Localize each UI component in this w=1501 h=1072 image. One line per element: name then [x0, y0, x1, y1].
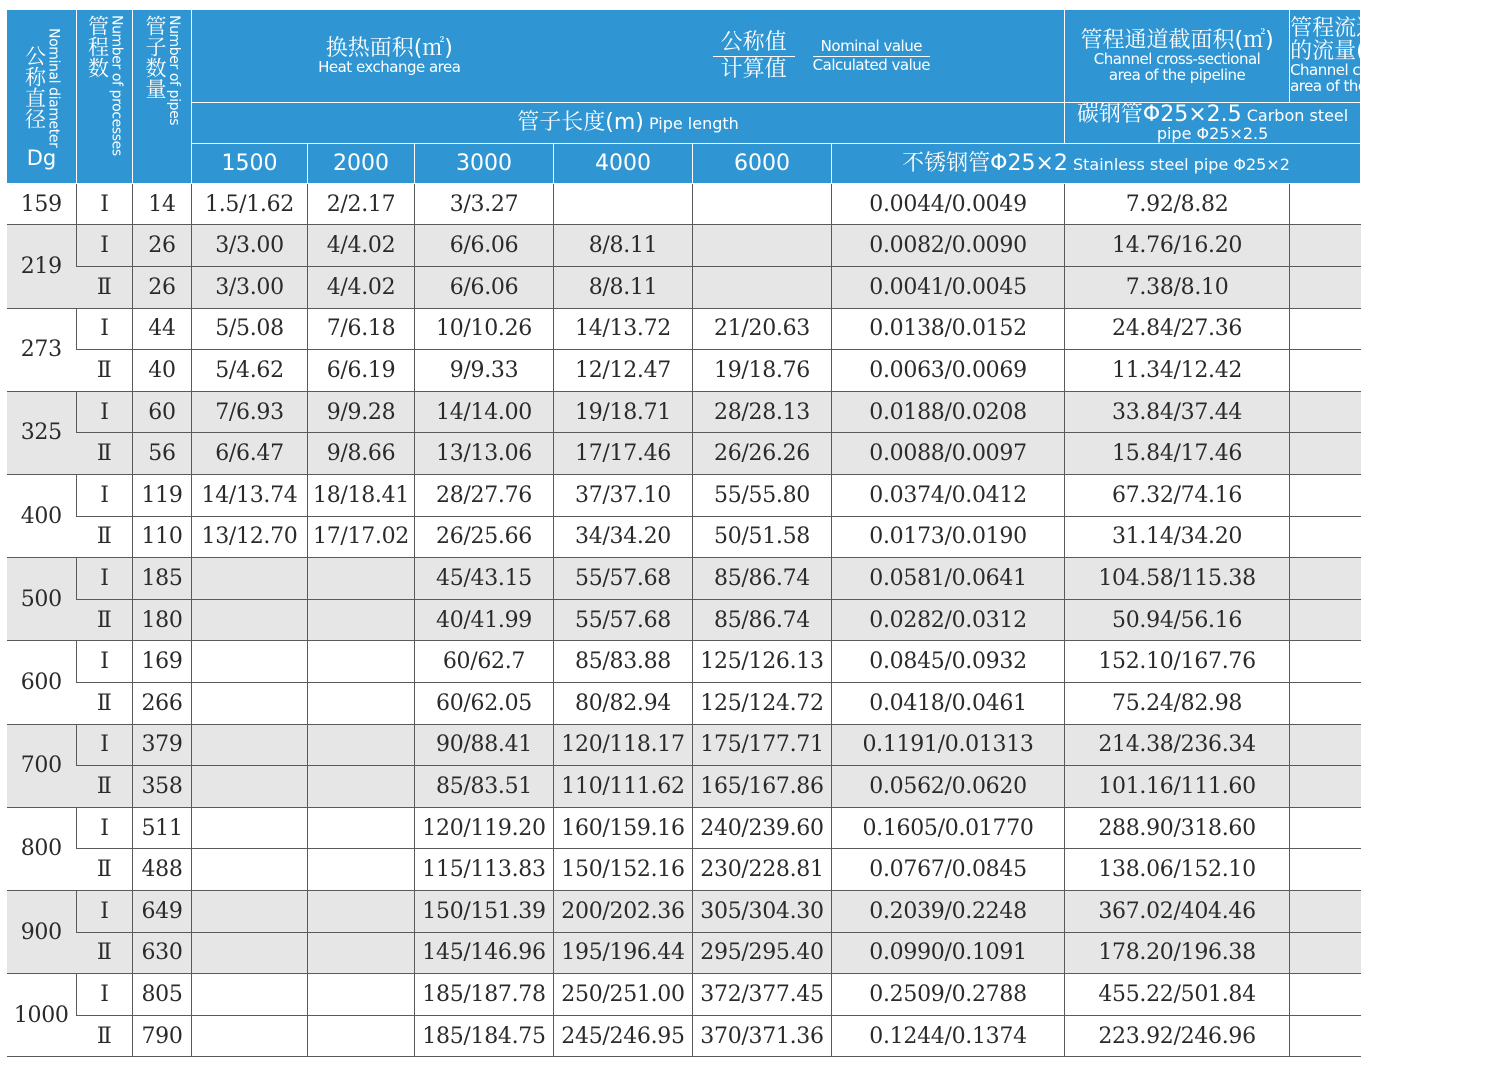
processes-cn-label: 管程数	[85, 15, 110, 79]
cell-channel-area: 0.0767/0.0845	[832, 849, 1065, 891]
cell-area-1500: 13/12.70	[192, 516, 308, 558]
cell-area-4000: 8/8.11	[554, 267, 693, 309]
cell-flow: 50.94/56.16	[1065, 599, 1290, 641]
table-row	[7, 391, 1361, 433]
cell-pipes: 14	[133, 183, 192, 225]
cell-area-4000: 34/34.20	[554, 516, 693, 558]
cell-processes: Ⅱ	[77, 599, 133, 641]
cell-area-4000: 110/111.62	[554, 766, 693, 808]
cell-area-4000: 160/159.16	[554, 807, 693, 849]
cell-area-3000: 13/13.06	[415, 433, 554, 475]
cell-design-pressure	[1290, 641, 1361, 683]
cell-area-1500	[192, 683, 308, 725]
cell-area-4000: 120/118.17	[554, 724, 693, 766]
table-row	[7, 267, 1361, 309]
cell-flow: 31.14/34.20	[1065, 516, 1290, 558]
cell-area-6000: 370/371.36	[693, 1015, 832, 1057]
channel-en2-label: area of the pipeline	[1108, 65, 1246, 84]
cell-channel-area: 0.0063/0.0069	[832, 350, 1065, 392]
cell-channel-area: 0.2039/0.2248	[832, 890, 1065, 932]
cell-area-4000: 245/246.95	[554, 1015, 693, 1057]
cell-pipes: 180	[133, 599, 192, 641]
stainless-en-label: Stainless steel pipe Φ25×2	[1073, 154, 1290, 174]
cell-pipes: 26	[133, 225, 192, 267]
cell-area-2000	[308, 807, 415, 849]
cell-nominal-diameter: 700	[7, 724, 77, 807]
cell-nominal-diameter: 1000	[7, 974, 77, 1057]
cell-processes: Ⅱ	[77, 683, 133, 725]
cell-design-pressure	[1290, 724, 1361, 766]
cell-area-4000: 17/17.46	[554, 433, 693, 475]
table-row	[7, 516, 1361, 558]
cell-area-2000: 9/8.66	[308, 433, 415, 475]
table-row	[7, 433, 1361, 475]
header-length-1500	[192, 143, 308, 183]
cell-area-3000: 185/187.78	[415, 974, 554, 1016]
cell-area-2000	[308, 1015, 415, 1057]
cell-nominal-diameter: 600	[7, 641, 77, 724]
cell-pipes: 40	[133, 350, 192, 392]
cell-area-4000: 19/18.71	[554, 391, 693, 433]
cell-area-3000: 150/151.39	[415, 890, 554, 932]
cell-area-4000: 80/82.94	[554, 683, 693, 725]
cell-pipes: 488	[133, 849, 192, 891]
pipe-length-en-label: Pipe length	[648, 114, 739, 134]
cell-pipes: 511	[133, 807, 192, 849]
cell-area-4000: 8/8.11	[554, 225, 693, 267]
cell-area-4000: 14/13.72	[554, 308, 693, 350]
cell-area-6000: 50/51.58	[693, 516, 832, 558]
cell-pipes: 790	[133, 1015, 192, 1057]
pipe-length-cn-label: 管子长度(m)	[517, 110, 644, 136]
cell-area-6000	[693, 267, 832, 309]
cell-area-1500	[192, 641, 308, 683]
spec-table-container	[6, 9, 1501, 1057]
cell-channel-area: 0.0044/0.0049	[832, 183, 1065, 225]
nominal-cn-label: 公称值	[713, 31, 795, 56]
cell-area-4000: 195/196.44	[554, 932, 693, 974]
cell-pipes: 44	[133, 308, 192, 350]
cell-area-1500	[192, 1015, 308, 1057]
cell-area-2000	[308, 766, 415, 808]
cell-processes: Ⅱ	[77, 433, 133, 475]
cell-area-3000: 28/27.76	[415, 475, 554, 517]
cell-channel-area: 0.0562/0.0620	[832, 766, 1065, 808]
cell-flow: 214.38/236.34	[1065, 724, 1290, 766]
calculated-en-label: Calculated value	[812, 55, 930, 74]
cell-flow: 11.34/12.42	[1065, 350, 1290, 392]
cell-processes: Ⅰ	[77, 308, 133, 350]
cell-area-2000	[308, 890, 415, 932]
cell-design-pressure	[1290, 683, 1361, 725]
header-length-4000	[554, 143, 693, 183]
table-row	[7, 599, 1361, 641]
cell-area-6000: 125/126.13	[693, 641, 832, 683]
cell-processes: Ⅰ	[77, 183, 133, 225]
heat-exchanger-spec-table	[6, 9, 1501, 1057]
cell-flow: 7.92/8.82	[1065, 183, 1290, 225]
cell-area-1500	[192, 807, 308, 849]
cell-channel-area: 0.0418/0.0461	[832, 683, 1065, 725]
cell-processes: Ⅰ	[77, 641, 133, 683]
cell-area-3000: 60/62.7	[415, 641, 554, 683]
cell-design-pressure	[1290, 267, 1361, 309]
cell-channel-area: 0.0088/0.0097	[832, 433, 1065, 475]
cell-area-1500	[192, 599, 308, 641]
cell-channel-area: 0.1244/0.1374	[832, 1015, 1065, 1057]
cell-area-1500: 1.5/1.62	[192, 183, 308, 225]
table-body	[7, 183, 1361, 1056]
cell-processes: Ⅱ	[77, 849, 133, 891]
cell-nominal-diameter: 800	[7, 807, 77, 890]
cell-flow: 455.22/501.84	[1065, 974, 1290, 1016]
cell-processes: Ⅱ	[77, 766, 133, 808]
length-label: 3000	[456, 150, 512, 176]
cell-area-2000: 7/6.18	[308, 308, 415, 350]
cell-pipes: 266	[133, 683, 192, 725]
cell-pipes: 26	[133, 267, 192, 309]
cell-area-6000: 175/177.71	[693, 724, 832, 766]
cell-pipes: 358	[133, 766, 192, 808]
header-nominal-diameter	[7, 10, 77, 184]
cell-design-pressure	[1290, 433, 1361, 475]
cell-pipes: 379	[133, 724, 192, 766]
cell-area-3000: 10/10.26	[415, 308, 554, 350]
length-label: 4000	[595, 150, 651, 176]
cell-pipes: 56	[133, 433, 192, 475]
cell-area-6000	[693, 225, 832, 267]
cell-area-6000: 21/20.63	[693, 308, 832, 350]
cell-area-3000: 120/119.20	[415, 807, 554, 849]
cell-flow: 288.90/318.60	[1065, 807, 1290, 849]
cell-flow: 104.58/115.38	[1065, 558, 1290, 600]
cell-flow: 101.16/111.60	[1065, 766, 1290, 808]
cell-processes: Ⅱ	[77, 516, 133, 558]
cell-area-6000: 28/28.13	[693, 391, 832, 433]
cell-area-3000: 185/184.75	[415, 1015, 554, 1057]
channel-en1-label: Channel cross-sectional	[1093, 49, 1261, 68]
cell-design-pressure	[1290, 890, 1361, 932]
cell-channel-area: 0.0188/0.0208	[832, 391, 1065, 433]
table-row	[7, 766, 1361, 808]
cell-design-pressure	[1290, 599, 1361, 641]
cell-channel-area: 0.0581/0.0641	[832, 558, 1065, 600]
cell-design-pressure	[1290, 558, 1361, 600]
header-length-6000	[693, 143, 832, 183]
cell-area-1500: 6/6.47	[192, 433, 308, 475]
length-label: 6000	[734, 150, 790, 176]
cell-area-2000: 18/18.41	[308, 475, 415, 517]
cell-area-2000: 9/9.28	[308, 391, 415, 433]
cell-area-1500: 3/3.00	[192, 225, 308, 267]
cell-area-1500	[192, 766, 308, 808]
cell-processes: Ⅰ	[77, 225, 133, 267]
table-row	[7, 1015, 1361, 1057]
calculated-cn-label: 计算值	[720, 56, 787, 82]
table-row	[7, 183, 1361, 225]
cell-processes: Ⅱ	[77, 1015, 133, 1057]
cell-processes: Ⅱ	[77, 350, 133, 392]
table-row	[7, 475, 1361, 517]
processes-en-label: Number of processes	[108, 15, 125, 157]
cell-design-pressure	[1290, 391, 1361, 433]
cell-area-3000: 6/6.06	[415, 225, 554, 267]
cell-flow: 152.10/167.76	[1065, 641, 1290, 683]
header-pipes	[133, 10, 192, 184]
dn-en-label: Nominal diameter	[45, 27, 62, 148]
cell-area-3000: 14/14.00	[415, 391, 554, 433]
cell-nominal-diameter: 219	[7, 225, 77, 308]
cell-area-4000: 250/251.00	[554, 974, 693, 1016]
cell-area-3000: 90/88.41	[415, 724, 554, 766]
header-channel-area	[1065, 10, 1290, 103]
cell-design-pressure	[1290, 475, 1361, 517]
cell-area-2000	[308, 599, 415, 641]
cell-area-4000: 55/57.68	[554, 558, 693, 600]
cell-pipes: 649	[133, 890, 192, 932]
header-processes	[77, 10, 133, 184]
table-row	[7, 683, 1361, 725]
cell-channel-area: 0.0845/0.0932	[832, 641, 1065, 683]
cell-channel-area: 0.2509/0.2788	[832, 974, 1065, 1016]
cell-design-pressure	[1290, 807, 1361, 849]
cell-design-pressure	[1290, 350, 1361, 392]
nominal-en-label: Nominal value	[813, 39, 930, 57]
cell-pipes: 630	[133, 932, 192, 974]
cell-area-2000	[308, 724, 415, 766]
cell-area-3000: 26/25.66	[415, 516, 554, 558]
cell-nominal-diameter: 273	[7, 308, 77, 391]
cell-area-6000: 295/295.40	[693, 932, 832, 974]
cell-pipes: 110	[133, 516, 192, 558]
cell-area-1500	[192, 974, 308, 1016]
cell-channel-area: 0.1191/0.01313	[832, 724, 1065, 766]
table-row	[7, 932, 1361, 974]
cell-area-4000: 200/202.36	[554, 890, 693, 932]
cell-area-3000: 6/6.06	[415, 267, 554, 309]
table-row	[7, 558, 1361, 600]
cell-processes: Ⅱ	[77, 267, 133, 309]
header-length-2000	[308, 143, 415, 183]
cell-area-1500: 14/13.74	[192, 475, 308, 517]
cell-channel-area: 0.0138/0.0152	[832, 308, 1065, 350]
cell-area-4000: 85/83.88	[554, 641, 693, 683]
cell-area-2000: 6/6.19	[308, 350, 415, 392]
dn-unit-label: Dg	[26, 146, 57, 171]
cell-area-6000: 55/55.80	[693, 475, 832, 517]
cell-area-6000: 26/26.26	[693, 433, 832, 475]
header-flow	[1290, 10, 1501, 103]
flow-en1-label: Channel cross-sectional	[1290, 61, 1457, 80]
cell-design-pressure	[1290, 1015, 1361, 1057]
cell-design-pressure	[1290, 849, 1361, 891]
cell-area-1500	[192, 890, 308, 932]
table-row	[7, 890, 1361, 932]
cell-area-2000: 4/4.02	[308, 225, 415, 267]
cell-area-1500	[192, 849, 308, 891]
cell-design-pressure	[1290, 308, 1361, 350]
cell-area-3000: 3/3.27	[415, 183, 554, 225]
cell-area-4000: 12/12.47	[554, 350, 693, 392]
cell-area-2000	[308, 932, 415, 974]
cell-area-1500: 5/4.62	[192, 350, 308, 392]
channel-cn-label: 管程通道截面积(㎡)	[1080, 27, 1274, 53]
cell-area-2000	[308, 558, 415, 600]
header-area	[192, 10, 1065, 103]
cell-processes: Ⅰ	[77, 890, 133, 932]
nominal-calculated-legend	[713, 31, 938, 80]
table-row	[7, 350, 1361, 392]
carbon-en-label: Carbon steel pipe Φ25×2.5	[1156, 106, 1349, 144]
cell-area-1500: 7/6.93	[192, 391, 308, 433]
cell-flow: 24.84/27.36	[1065, 308, 1290, 350]
cell-processes: Ⅰ	[77, 475, 133, 517]
cell-area-1500: 5/5.08	[192, 308, 308, 350]
cell-pipes: 185	[133, 558, 192, 600]
cell-processes: Ⅰ	[77, 391, 133, 433]
cell-area-2000: 4/4.02	[308, 267, 415, 309]
cell-area-4000	[554, 183, 693, 225]
cell-flow: 223.92/246.96	[1065, 1015, 1290, 1057]
cell-flow: 138.06/152.10	[1065, 849, 1290, 891]
cell-flow: 367.02/404.46	[1065, 890, 1290, 932]
cell-processes: Ⅰ	[77, 558, 133, 600]
cell-design-pressure	[1290, 766, 1361, 808]
table-row	[7, 724, 1361, 766]
cell-flow: 75.24/82.98	[1065, 683, 1290, 725]
cell-area-2000	[308, 849, 415, 891]
cell-area-2000	[308, 641, 415, 683]
cell-area-2000	[308, 683, 415, 725]
length-label: 1500	[221, 150, 278, 176]
header-pipe-length	[192, 103, 1065, 144]
table-row	[7, 974, 1361, 1016]
cell-processes: Ⅰ	[77, 724, 133, 766]
cell-pipes: 805	[133, 974, 192, 1016]
cell-area-2000: 17/17.02	[308, 516, 415, 558]
cell-nominal-diameter: 400	[7, 475, 77, 558]
cell-area-4000: 150/152.16	[554, 849, 693, 891]
cell-flow: 178.20/196.38	[1065, 932, 1290, 974]
cell-channel-area: 0.0990/0.1091	[832, 932, 1065, 974]
dn-cn-label: 公称直径	[22, 45, 47, 130]
cell-nominal-diameter: 159	[7, 183, 77, 225]
flow-cn2-label: 的流量(m³/hr)	[1290, 39, 1434, 65]
cell-area-6000: 372/377.45	[693, 974, 832, 1016]
area-en-label: Heat exchange area	[318, 57, 461, 76]
cell-design-pressure	[1290, 932, 1361, 974]
cell-area-1500	[192, 932, 308, 974]
table-row	[7, 849, 1361, 891]
cell-channel-area: 0.1605/0.01770	[832, 807, 1065, 849]
cell-area-6000: 85/86.74	[693, 599, 832, 641]
flow-en2-label: area of the pipeline	[1290, 77, 1427, 96]
cell-area-3000: 9/9.33	[415, 350, 554, 392]
cell-flow: 7.38/8.10	[1065, 267, 1290, 309]
cell-nominal-diameter: 500	[7, 558, 77, 641]
cell-area-3000: 85/83.51	[415, 766, 554, 808]
table-row	[7, 225, 1361, 267]
cell-area-3000: 45/43.15	[415, 558, 554, 600]
table-header	[7, 10, 1501, 184]
cell-flow: 14.76/16.20	[1065, 225, 1290, 267]
cell-area-6000	[693, 183, 832, 225]
cell-area-4000: 55/57.68	[554, 599, 693, 641]
cell-area-1500: 3/3.00	[192, 267, 308, 309]
cell-design-pressure	[1290, 183, 1361, 225]
cell-area-6000: 165/167.86	[693, 766, 832, 808]
cell-channel-area: 0.0282/0.0312	[832, 599, 1065, 641]
cell-channel-area: 0.0374/0.0412	[832, 475, 1065, 517]
header-stainless-steel	[832, 143, 1361, 183]
cell-processes: Ⅰ	[77, 807, 133, 849]
cell-area-1500	[192, 558, 308, 600]
cell-pipes: 169	[133, 641, 192, 683]
header-length-3000	[415, 143, 554, 183]
cell-processes: Ⅱ	[77, 932, 133, 974]
flow-cn1-label: 管程流速为0.5m/sec	[1290, 16, 1501, 42]
cell-area-4000: 37/37.10	[554, 475, 693, 517]
cell-area-6000: 230/228.81	[693, 849, 832, 891]
cell-area-6000: 125/124.72	[693, 683, 832, 725]
cell-flow: 33.84/37.44	[1065, 391, 1290, 433]
cell-area-2000	[308, 974, 415, 1016]
cell-design-pressure	[1290, 225, 1361, 267]
cell-channel-area: 0.0082/0.0090	[832, 225, 1065, 267]
length-label: 2000	[333, 150, 389, 176]
cell-area-6000: 19/18.76	[693, 350, 832, 392]
area-cn-label: 换热面积(㎡)	[325, 35, 453, 61]
cell-flow: 67.32/74.16	[1065, 475, 1290, 517]
cell-area-3000: 40/41.99	[415, 599, 554, 641]
cell-area-1500	[192, 724, 308, 766]
cell-channel-area: 0.0041/0.0045	[832, 267, 1065, 309]
cell-processes: Ⅰ	[77, 974, 133, 1016]
table-row	[7, 641, 1361, 683]
cell-area-3000: 115/113.83	[415, 849, 554, 891]
cell-design-pressure	[1290, 516, 1361, 558]
pipes-cn-label: 管子数量	[143, 15, 167, 100]
cell-channel-area: 0.0173/0.0190	[832, 516, 1065, 558]
stainless-cn-label: 不锈钢管Φ25×2	[902, 150, 1068, 176]
cell-area-6000: 85/86.74	[693, 558, 832, 600]
cell-area-3000: 145/146.96	[415, 932, 554, 974]
cell-area-6000: 240/239.60	[693, 807, 832, 849]
cell-pipes: 60	[133, 391, 192, 433]
cell-flow: 15.84/17.46	[1065, 433, 1290, 475]
cell-design-pressure	[1290, 974, 1361, 1016]
carbon-cn-label: 碳钢管Φ25×2.5	[1076, 102, 1242, 127]
cell-area-6000: 305/304.30	[693, 890, 832, 932]
cell-nominal-diameter: 900	[7, 890, 77, 973]
cell-area-3000: 60/62.05	[415, 683, 554, 725]
pipes-en-label: Number of pipes	[166, 15, 182, 126]
cell-pipes: 119	[133, 475, 192, 517]
cell-area-2000: 2/2.17	[308, 183, 415, 225]
cell-nominal-diameter: 325	[7, 391, 77, 474]
table-row	[7, 807, 1361, 849]
header-carbon-steel	[1065, 103, 1361, 144]
table-row	[7, 308, 1361, 350]
